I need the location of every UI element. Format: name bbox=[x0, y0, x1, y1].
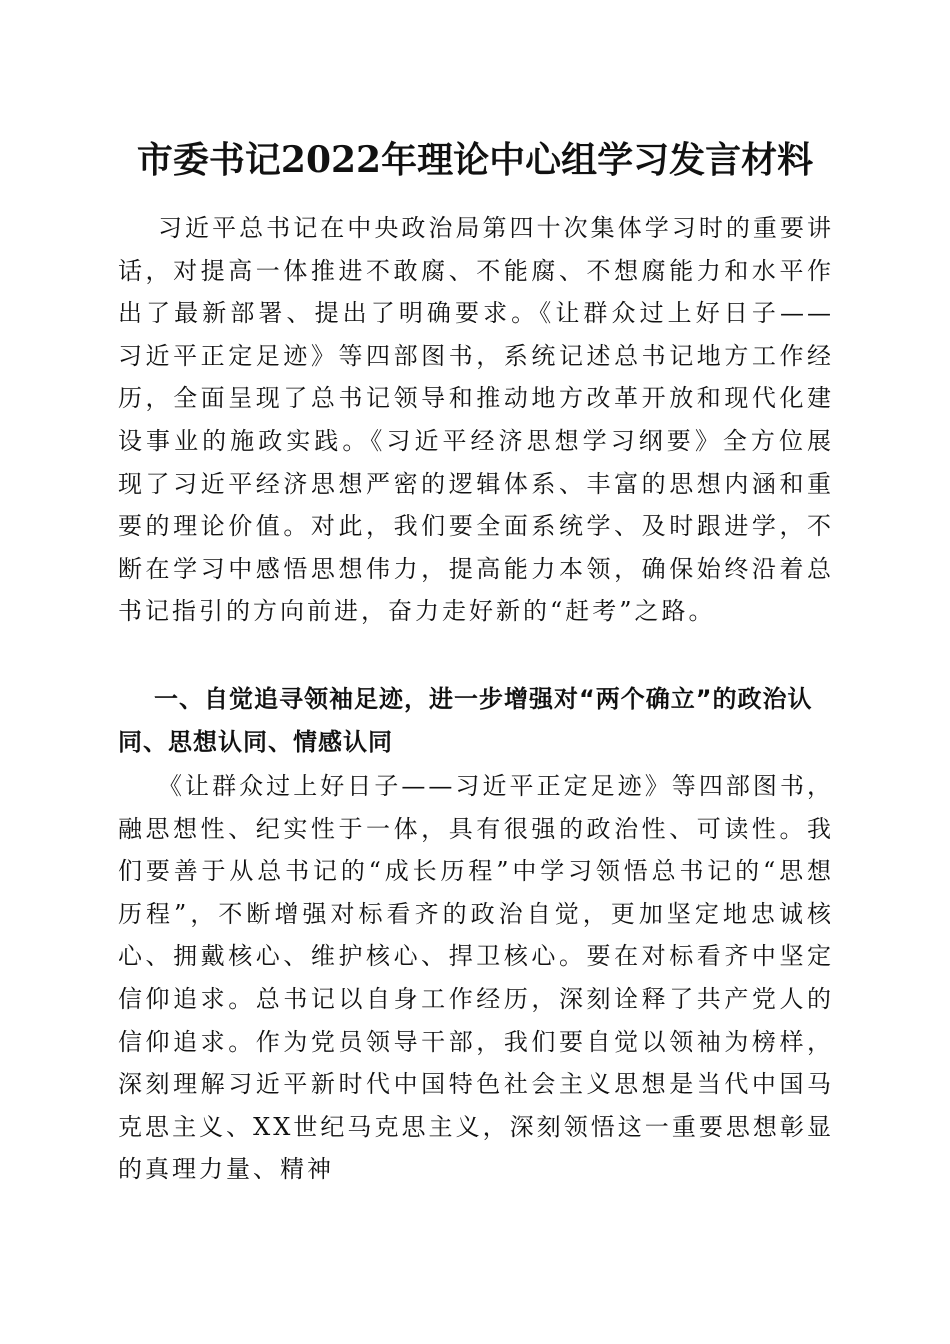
section-1-heading: 一、自觉追寻领袖足迹，进一步增强对“两个确立”的政治认同、思想认同、情感认同 bbox=[118, 685, 813, 756]
document-title: 市委书记2022年理论中心组学习发言材料 bbox=[136, 139, 814, 181]
section-1-paragraph: 《让群众过上好日子——习近平正定足迹》等四部图书，融思想性、纪实性于一体，具有很强的政治性、可读性。我们要善于从总书记的“成长历程”中学习领悟总书记的“思想历程”，不断增强对标看齐的政治自觉，更加坚定地忠诚核心、拥戴核心、维护核心、捍卫核心。要在对标看齐中坚定信仰追求。总书记以自身工作经历，深刻诠释了共产党人的信仰追求。作为党员领导干部，我们要自觉以领袖为榜样，深刻理解习近平新时代中国特色社会主义思想是当代中国马克思主义、XX世纪马克思主义，深刻领悟这一重要思想彰显的真理力量、精神 bbox=[118, 772, 834, 1184]
intro-paragraph: 习近平总书记在中央政治局第四十次集体学习时的重要讲话，对提高一体推进不敢腐、不能腐、不想腐能力和水平作出了最新部署、提出了明确要求。《让群众过上好日子——习近平正定足迹》等四部图书，系统记述总书记地方工作经历，全面呈现了总书记领导和推动地方改革开放和现代化建设事业的施政实践。《习近平经济思想学习纲要》全方位展现了习近平经济思想严密的逻辑体系、丰富的思想内涵和重要的理论价值。对此，我们要全面系统学、及时跟进学，不断在学习中感悟思想伟力，提高能力本领，确保始终沿着总书记指引的方向前进，奋力走好新的“赶考”之路。 bbox=[118, 214, 834, 626]
